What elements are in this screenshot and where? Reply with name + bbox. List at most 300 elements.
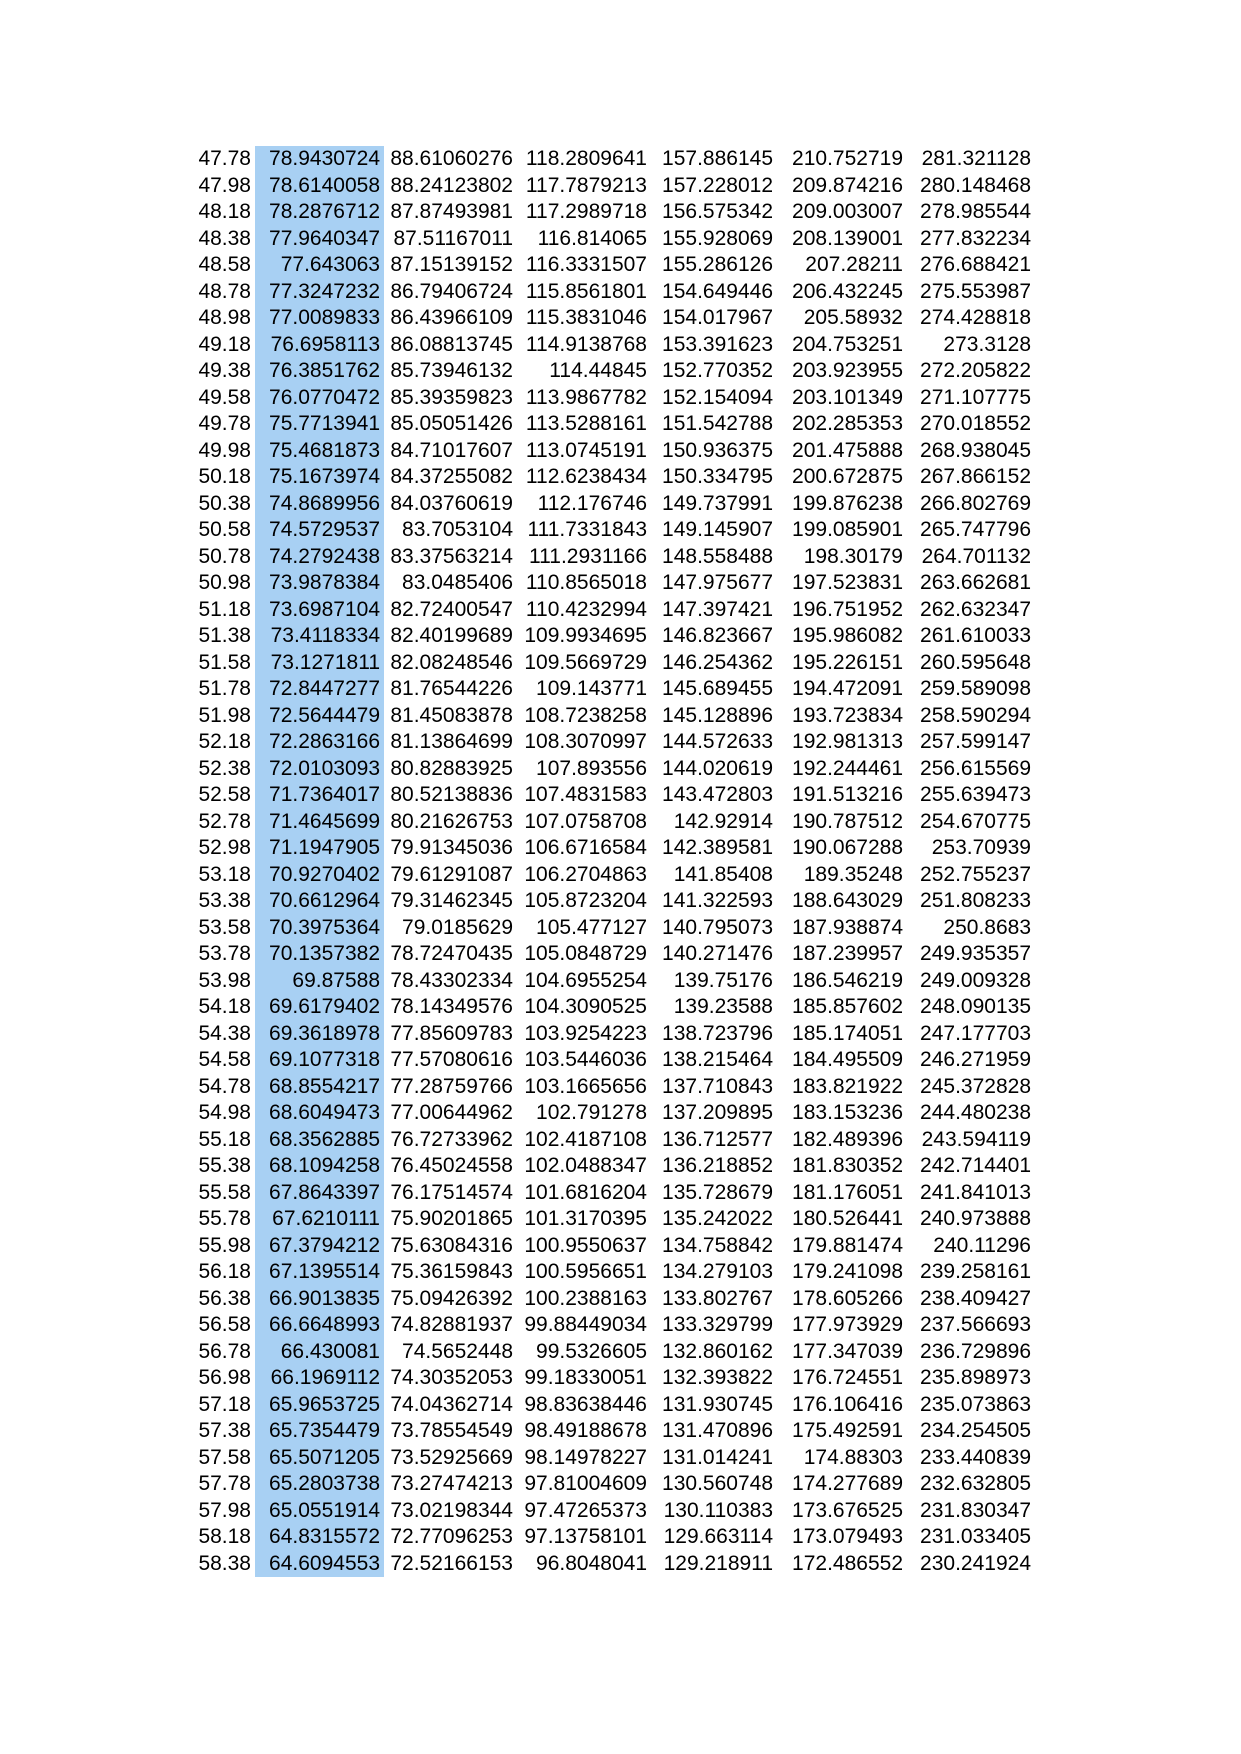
- cell[interactable]: 135.728679: [662, 1180, 773, 1204]
- cell[interactable]: 69.1077318: [255, 1047, 384, 1074]
- cell[interactable]: 49.58: [198, 385, 251, 409]
- cell[interactable]: 267.866152: [920, 465, 1031, 488]
- cell[interactable]: 76.72733962: [390, 1127, 513, 1151]
- cell[interactable]: 111.2931166: [529, 544, 647, 568]
- cell[interactable]: 157.228012: [662, 173, 773, 197]
- cell[interactable]: 245.372828: [920, 1074, 1031, 1098]
- cell[interactable]: 246.271959: [920, 1048, 1031, 1071]
- cell[interactable]: 70.6612964: [255, 888, 384, 915]
- cell[interactable]: 194.472091: [792, 677, 903, 700]
- cell[interactable]: 256.615569: [920, 756, 1031, 780]
- cell[interactable]: 276.688421: [920, 253, 1031, 276]
- cell[interactable]: 69.3618978: [255, 1021, 384, 1048]
- cell[interactable]: 230.241924: [920, 1551, 1031, 1575]
- cell[interactable]: 79.61291087: [390, 862, 513, 886]
- cell[interactable]: 54.78: [198, 1074, 251, 1098]
- cell[interactable]: 56.38: [198, 1286, 251, 1310]
- cell[interactable]: 177.973929: [792, 1313, 903, 1336]
- cell[interactable]: 146.254362: [662, 650, 773, 674]
- cell[interactable]: 75.1673974: [255, 464, 384, 491]
- cell[interactable]: 250.8683: [943, 915, 1031, 939]
- cell[interactable]: 64.8315572: [255, 1524, 384, 1551]
- cell[interactable]: 78.43302334: [390, 968, 513, 992]
- cell[interactable]: 113.9867782: [525, 385, 647, 409]
- cell[interactable]: 144.020619: [662, 756, 773, 780]
- cell[interactable]: 85.05051426: [390, 412, 513, 435]
- cell[interactable]: 187.938874: [792, 915, 903, 939]
- cell[interactable]: 74.2792438: [255, 544, 384, 571]
- cell[interactable]: 73.6987104: [255, 597, 384, 624]
- cell[interactable]: 134.758842: [662, 1233, 773, 1257]
- cell[interactable]: 50.18: [198, 465, 251, 488]
- cell[interactable]: 56.58: [198, 1313, 251, 1336]
- cell[interactable]: 130.560748: [662, 1472, 773, 1495]
- cell[interactable]: 129.663114: [663, 1525, 773, 1548]
- cell[interactable]: 140.271476: [662, 942, 773, 965]
- cell[interactable]: 132.860162: [662, 1339, 773, 1363]
- cell[interactable]: 78.6140058: [255, 173, 384, 200]
- cell[interactable]: 137.209895: [662, 1101, 773, 1124]
- cell[interactable]: 84.03760619: [390, 491, 513, 515]
- cell[interactable]: 109.5669729: [524, 650, 647, 674]
- cell[interactable]: 110.4232994: [525, 597, 647, 621]
- cell[interactable]: 52.38: [198, 756, 251, 780]
- cell[interactable]: 103.1665656: [524, 1074, 647, 1098]
- cell[interactable]: 116.814065: [537, 226, 647, 250]
- cell[interactable]: 199.876238: [792, 491, 903, 515]
- cell[interactable]: 198.30179: [803, 544, 903, 568]
- cell[interactable]: 71.7364017: [255, 782, 384, 809]
- cell[interactable]: 142.92914: [673, 809, 773, 833]
- cell[interactable]: 102.791278: [536, 1101, 647, 1124]
- cell[interactable]: 264.701132: [921, 544, 1031, 568]
- cell[interactable]: 150.334795: [662, 465, 773, 488]
- cell[interactable]: 48.38: [198, 226, 251, 250]
- cell[interactable]: 73.02198344: [390, 1498, 513, 1522]
- cell[interactable]: 55.58: [198, 1180, 251, 1204]
- cell[interactable]: 179.241098: [792, 1260, 903, 1283]
- cell[interactable]: 76.17514574: [390, 1180, 513, 1204]
- cell[interactable]: 98.14978227: [524, 1445, 647, 1469]
- cell[interactable]: 104.3090525: [524, 995, 647, 1018]
- cell[interactable]: 146.823667: [662, 624, 773, 647]
- cell[interactable]: 51.38: [198, 624, 251, 647]
- cell[interactable]: 209.003007: [792, 200, 903, 223]
- cell[interactable]: 73.4118334: [255, 623, 384, 650]
- cell[interactable]: 271.107775: [920, 385, 1031, 409]
- cell[interactable]: 255.639473: [920, 783, 1031, 806]
- cell[interactable]: 232.632805: [920, 1472, 1031, 1495]
- cell[interactable]: 81.76544226: [390, 677, 513, 700]
- cell[interactable]: 133.802767: [662, 1286, 773, 1310]
- cell[interactable]: 154.017967: [662, 306, 773, 329]
- cell[interactable]: 101.6816204: [524, 1180, 647, 1204]
- cell[interactable]: 52.98: [198, 836, 251, 859]
- cell[interactable]: 236.729896: [920, 1339, 1031, 1363]
- cell[interactable]: 249.009328: [920, 968, 1031, 992]
- cell[interactable]: 77.28759766: [390, 1074, 513, 1098]
- cell[interactable]: 172.486552: [792, 1551, 903, 1575]
- cell[interactable]: 207.28211: [805, 253, 903, 276]
- cell[interactable]: 259.589098: [920, 677, 1031, 700]
- cell[interactable]: 47.98: [198, 173, 251, 197]
- cell[interactable]: 231.033405: [920, 1525, 1031, 1548]
- cell[interactable]: 49.78: [198, 412, 251, 435]
- cell[interactable]: 109.143771: [536, 677, 647, 700]
- cell[interactable]: 176.106416: [792, 1392, 903, 1416]
- cell[interactable]: 129.218911: [663, 1551, 773, 1575]
- cell[interactable]: 71.4645699: [255, 809, 384, 836]
- cell[interactable]: 118.2809641: [525, 147, 647, 170]
- cell[interactable]: 52.18: [198, 730, 251, 753]
- cell[interactable]: 179.881474: [792, 1233, 903, 1257]
- cell[interactable]: 110.8565018: [525, 571, 647, 594]
- cell[interactable]: 272.205822: [920, 359, 1031, 382]
- cell[interactable]: 152.154094: [662, 385, 773, 409]
- cell[interactable]: 65.5071205: [255, 1445, 384, 1472]
- cell[interactable]: 83.37563214: [390, 544, 513, 568]
- cell[interactable]: 48.78: [198, 279, 251, 303]
- cell[interactable]: 105.8723204: [524, 889, 647, 912]
- cell[interactable]: 252.755237: [920, 862, 1031, 886]
- cell[interactable]: 80.52138836: [390, 783, 513, 806]
- cell[interactable]: 107.0758708: [524, 809, 647, 833]
- cell[interactable]: 80.21626753: [390, 809, 513, 833]
- cell[interactable]: 130.110383: [663, 1498, 773, 1522]
- cell[interactable]: 140.795073: [662, 915, 773, 939]
- cell[interactable]: 50.98: [198, 571, 251, 594]
- cell[interactable]: 73.78554549: [390, 1419, 513, 1442]
- cell[interactable]: 148.558488: [662, 544, 773, 568]
- cell[interactable]: 155.286126: [662, 253, 773, 276]
- cell[interactable]: 188.643029: [792, 889, 903, 912]
- cell[interactable]: 79.91345036: [390, 836, 513, 859]
- cell[interactable]: 78.9430724: [255, 146, 384, 173]
- cell[interactable]: 135.242022: [662, 1207, 773, 1230]
- cell[interactable]: 68.3562885: [255, 1127, 384, 1154]
- cell[interactable]: 116.3331507: [525, 253, 647, 276]
- cell[interactable]: 79.31462345: [390, 889, 513, 912]
- cell[interactable]: 204.753251: [792, 332, 903, 356]
- cell[interactable]: 134.279103: [662, 1260, 773, 1283]
- cell[interactable]: 82.72400547: [390, 597, 513, 621]
- cell[interactable]: 69.87588: [255, 968, 384, 995]
- cell[interactable]: 258.590294: [920, 703, 1031, 727]
- cell[interactable]: 76.3851762: [255, 358, 384, 385]
- cell[interactable]: 53.38: [198, 889, 251, 912]
- cell[interactable]: 77.9640347: [255, 226, 384, 253]
- cell[interactable]: 139.75176: [673, 968, 773, 992]
- cell[interactable]: 54.58: [198, 1048, 251, 1071]
- cell[interactable]: 183.153236: [792, 1101, 903, 1124]
- cell[interactable]: 112.6238434: [525, 465, 647, 488]
- cell[interactable]: 77.3247232: [255, 279, 384, 306]
- cell[interactable]: 274.428818: [920, 306, 1031, 329]
- cell[interactable]: 70.1357382: [255, 941, 384, 968]
- cell[interactable]: 53.78: [198, 942, 251, 965]
- cell[interactable]: 115.8561801: [525, 279, 647, 303]
- cell[interactable]: 82.40199689: [390, 624, 513, 647]
- cell[interactable]: 107.4831583: [524, 783, 647, 806]
- cell[interactable]: 88.24123802: [390, 173, 513, 197]
- cell[interactable]: 231.830347: [920, 1498, 1031, 1522]
- cell[interactable]: 138.723796: [662, 1021, 773, 1045]
- cell[interactable]: 203.101349: [792, 385, 903, 409]
- cell[interactable]: 82.08248546: [390, 650, 513, 674]
- cell[interactable]: 233.440839: [920, 1445, 1031, 1469]
- cell[interactable]: 51.78: [198, 677, 251, 700]
- cell[interactable]: 273.3128: [943, 332, 1031, 356]
- cell[interactable]: 57.18: [198, 1392, 251, 1416]
- cell[interactable]: 48.98: [198, 306, 251, 329]
- cell[interactable]: 68.1094258: [255, 1153, 384, 1180]
- cell[interactable]: 105.477127: [536, 915, 647, 939]
- cell[interactable]: 239.258161: [920, 1260, 1031, 1283]
- cell[interactable]: 184.495509: [792, 1048, 903, 1071]
- cell[interactable]: 48.18: [198, 200, 251, 223]
- cell[interactable]: 209.874216: [792, 173, 903, 197]
- cell[interactable]: 86.79406724: [390, 279, 513, 303]
- cell[interactable]: 53.18: [198, 862, 251, 886]
- cell[interactable]: 96.8048041: [536, 1551, 647, 1575]
- cell[interactable]: 87.51167011: [393, 226, 513, 250]
- cell[interactable]: 51.98: [198, 703, 251, 727]
- cell[interactable]: 178.605266: [792, 1286, 903, 1310]
- cell[interactable]: 74.82881937: [390, 1313, 513, 1336]
- cell[interactable]: 210.752719: [792, 147, 903, 170]
- cell[interactable]: 50.58: [198, 518, 251, 541]
- cell[interactable]: 237.566693: [920, 1313, 1031, 1336]
- cell[interactable]: 203.923955: [792, 359, 903, 382]
- cell[interactable]: 251.808233: [920, 889, 1031, 912]
- cell[interactable]: 98.49188678: [524, 1419, 647, 1442]
- cell[interactable]: 205.58932: [803, 306, 903, 329]
- cell[interactable]: 72.0103093: [255, 756, 384, 783]
- cell[interactable]: 235.898973: [920, 1366, 1031, 1389]
- cell[interactable]: 106.2704863: [524, 862, 647, 886]
- cell[interactable]: 189.35248: [803, 862, 903, 886]
- cell[interactable]: 75.63084316: [390, 1233, 513, 1257]
- cell[interactable]: 81.45083878: [390, 703, 513, 727]
- cell[interactable]: 80.82883925: [390, 756, 513, 780]
- cell[interactable]: 195.986082: [792, 624, 903, 647]
- cell[interactable]: 145.689455: [662, 677, 773, 700]
- cell[interactable]: 74.5729537: [255, 517, 384, 544]
- cell[interactable]: 257.599147: [920, 730, 1031, 753]
- cell[interactable]: 104.6955254: [524, 968, 647, 992]
- cell[interactable]: 57.98: [198, 1498, 251, 1522]
- cell[interactable]: 190.787512: [792, 809, 903, 833]
- cell[interactable]: 57.58: [198, 1445, 251, 1469]
- cell[interactable]: 66.430081: [255, 1339, 384, 1366]
- cell[interactable]: 103.9254223: [524, 1021, 647, 1045]
- cell[interactable]: 199.085901: [792, 518, 903, 541]
- cell[interactable]: 183.821922: [792, 1074, 903, 1098]
- cell[interactable]: 238.409427: [920, 1286, 1031, 1310]
- cell[interactable]: 106.6716584: [524, 836, 647, 859]
- cell[interactable]: 98.83638446: [524, 1392, 647, 1416]
- cell[interactable]: 51.18: [198, 597, 251, 621]
- cell[interactable]: 71.1947905: [255, 835, 384, 862]
- cell[interactable]: 182.489396: [792, 1127, 903, 1151]
- cell[interactable]: 77.57080616: [390, 1048, 513, 1071]
- cell[interactable]: 136.712577: [662, 1127, 773, 1151]
- cell[interactable]: 50.38: [198, 491, 251, 515]
- cell[interactable]: 49.98: [198, 438, 251, 462]
- cell[interactable]: 241.841013: [920, 1180, 1031, 1204]
- cell[interactable]: 83.7053104: [402, 518, 513, 541]
- cell[interactable]: 74.04362714: [390, 1392, 513, 1416]
- cell[interactable]: 48.58: [198, 253, 251, 276]
- cell[interactable]: 84.71017607: [390, 438, 513, 462]
- cell[interactable]: 58.18: [198, 1525, 251, 1548]
- cell[interactable]: 55.98: [198, 1233, 251, 1257]
- cell[interactable]: 65.7354479: [255, 1418, 384, 1445]
- cell[interactable]: 57.38: [198, 1419, 251, 1442]
- cell[interactable]: 248.090135: [920, 995, 1031, 1018]
- cell[interactable]: 197.523831: [792, 571, 903, 594]
- cell[interactable]: 53.98: [198, 968, 251, 992]
- cell[interactable]: 86.43966109: [390, 306, 513, 329]
- cell[interactable]: 81.13864699: [390, 730, 513, 753]
- cell[interactable]: 85.39359823: [390, 385, 513, 409]
- cell[interactable]: 52.78: [198, 809, 251, 833]
- cell[interactable]: 156.575342: [662, 200, 773, 223]
- cell[interactable]: 97.81004609: [524, 1472, 647, 1495]
- cell[interactable]: 173.079493: [792, 1525, 903, 1548]
- cell[interactable]: 235.073863: [920, 1392, 1031, 1416]
- cell[interactable]: 280.148468: [920, 173, 1031, 197]
- cell[interactable]: 84.37255082: [390, 465, 513, 488]
- cell[interactable]: 145.128896: [662, 703, 773, 727]
- cell[interactable]: 74.30352053: [390, 1366, 513, 1389]
- cell[interactable]: 72.5644479: [255, 703, 384, 730]
- cell[interactable]: 174.88303: [803, 1445, 903, 1469]
- cell[interactable]: 275.553987: [920, 279, 1031, 303]
- cell[interactable]: 108.3070997: [524, 730, 647, 753]
- cell[interactable]: 136.218852: [662, 1154, 773, 1177]
- cell[interactable]: 64.6094553: [255, 1551, 384, 1578]
- cell[interactable]: 115.3831046: [525, 306, 647, 329]
- cell[interactable]: 57.78: [198, 1472, 251, 1495]
- cell[interactable]: 87.87493981: [390, 200, 513, 223]
- cell[interactable]: 77.85609783: [390, 1021, 513, 1045]
- cell[interactable]: 51.58: [198, 650, 251, 674]
- cell[interactable]: 185.174051: [792, 1021, 903, 1045]
- cell[interactable]: 102.0488347: [524, 1154, 647, 1177]
- cell[interactable]: 77.643063: [255, 252, 384, 279]
- cell[interactable]: 137.710843: [662, 1074, 773, 1098]
- cell[interactable]: 86.08813745: [390, 332, 513, 356]
- cell[interactable]: 102.4187108: [524, 1127, 647, 1151]
- cell[interactable]: 77.0089833: [255, 305, 384, 332]
- cell[interactable]: 75.7713941: [255, 411, 384, 438]
- cell[interactable]: 75.09426392: [390, 1286, 513, 1310]
- cell[interactable]: 141.85408: [673, 862, 773, 886]
- cell[interactable]: 76.6958113: [255, 332, 384, 359]
- cell[interactable]: 103.5446036: [524, 1048, 647, 1071]
- cell[interactable]: 132.393822: [662, 1366, 773, 1389]
- cell[interactable]: 54.98: [198, 1101, 251, 1124]
- cell[interactable]: 73.52925669: [390, 1445, 513, 1469]
- cell[interactable]: 266.802769: [920, 491, 1031, 515]
- cell[interactable]: 97.13758101: [524, 1525, 647, 1548]
- cell[interactable]: 99.18330051: [524, 1366, 647, 1389]
- cell[interactable]: 114.44845: [549, 359, 647, 382]
- cell[interactable]: 79.0185629: [402, 915, 513, 939]
- cell[interactable]: 73.1271811: [255, 650, 384, 677]
- cell[interactable]: 68.6049473: [255, 1100, 384, 1127]
- cell[interactable]: 262.632347: [920, 597, 1031, 621]
- cell[interactable]: 100.9550637: [524, 1233, 647, 1257]
- cell[interactable]: 174.277689: [792, 1472, 903, 1495]
- cell[interactable]: 73.9878384: [255, 570, 384, 597]
- cell[interactable]: 100.2388163: [524, 1286, 647, 1310]
- cell[interactable]: 66.6648993: [255, 1312, 384, 1339]
- cell[interactable]: 147.975677: [662, 571, 773, 594]
- cell[interactable]: 85.73946132: [390, 359, 513, 382]
- cell[interactable]: 75.4681873: [255, 438, 384, 465]
- cell[interactable]: 72.77096253: [390, 1525, 513, 1548]
- cell[interactable]: 244.480238: [920, 1101, 1031, 1124]
- cell[interactable]: 243.594119: [921, 1127, 1031, 1151]
- cell[interactable]: 142.389581: [662, 836, 773, 859]
- cell[interactable]: 261.610033: [920, 624, 1031, 647]
- cell[interactable]: 76.45024558: [390, 1154, 513, 1177]
- cell[interactable]: 270.018552: [920, 412, 1031, 435]
- cell[interactable]: 54.38: [198, 1021, 251, 1045]
- cell[interactable]: 65.9653725: [255, 1392, 384, 1419]
- cell[interactable]: 49.38: [198, 359, 251, 382]
- cell[interactable]: 193.723834: [792, 703, 903, 727]
- cell[interactable]: 117.2989718: [525, 200, 647, 223]
- cell[interactable]: 73.27474213: [390, 1472, 513, 1495]
- cell[interactable]: 152.770352: [662, 359, 773, 382]
- cell[interactable]: 247.177703: [920, 1021, 1031, 1045]
- cell[interactable]: 268.938045: [920, 438, 1031, 462]
- cell[interactable]: 141.322593: [662, 889, 773, 912]
- cell[interactable]: 253.70939: [931, 836, 1031, 859]
- cell[interactable]: 55.18: [198, 1127, 251, 1151]
- cell[interactable]: 281.321128: [921, 147, 1031, 170]
- cell[interactable]: 131.014241: [662, 1445, 773, 1469]
- cell[interactable]: 53.58: [198, 915, 251, 939]
- cell[interactable]: 69.6179402: [255, 994, 384, 1021]
- cell[interactable]: 154.649446: [662, 279, 773, 303]
- cell[interactable]: 75.36159843: [390, 1260, 513, 1283]
- cell[interactable]: 67.3794212: [255, 1233, 384, 1260]
- cell[interactable]: 67.6210111: [255, 1206, 384, 1233]
- cell[interactable]: 185.857602: [792, 995, 903, 1018]
- cell[interactable]: 254.670775: [920, 809, 1031, 833]
- cell[interactable]: 72.52166153: [390, 1551, 513, 1575]
- cell[interactable]: 101.3170395: [524, 1207, 647, 1230]
- cell[interactable]: 50.78: [198, 544, 251, 568]
- cell[interactable]: 147.397421: [662, 597, 773, 621]
- cell[interactable]: 200.672875: [792, 465, 903, 488]
- cell[interactable]: 186.546219: [792, 968, 903, 992]
- cell[interactable]: 55.38: [198, 1154, 251, 1177]
- cell[interactable]: 149.737991: [662, 491, 773, 515]
- cell[interactable]: 78.14349576: [390, 995, 513, 1018]
- cell[interactable]: 58.38: [198, 1551, 251, 1575]
- cell[interactable]: 74.5652448: [402, 1339, 513, 1363]
- cell[interactable]: 109.9934695: [524, 624, 647, 647]
- cell[interactable]: 49.18: [198, 332, 251, 356]
- cell[interactable]: 68.8554217: [255, 1074, 384, 1101]
- cell[interactable]: 52.58: [198, 783, 251, 806]
- cell[interactable]: 173.676525: [792, 1498, 903, 1522]
